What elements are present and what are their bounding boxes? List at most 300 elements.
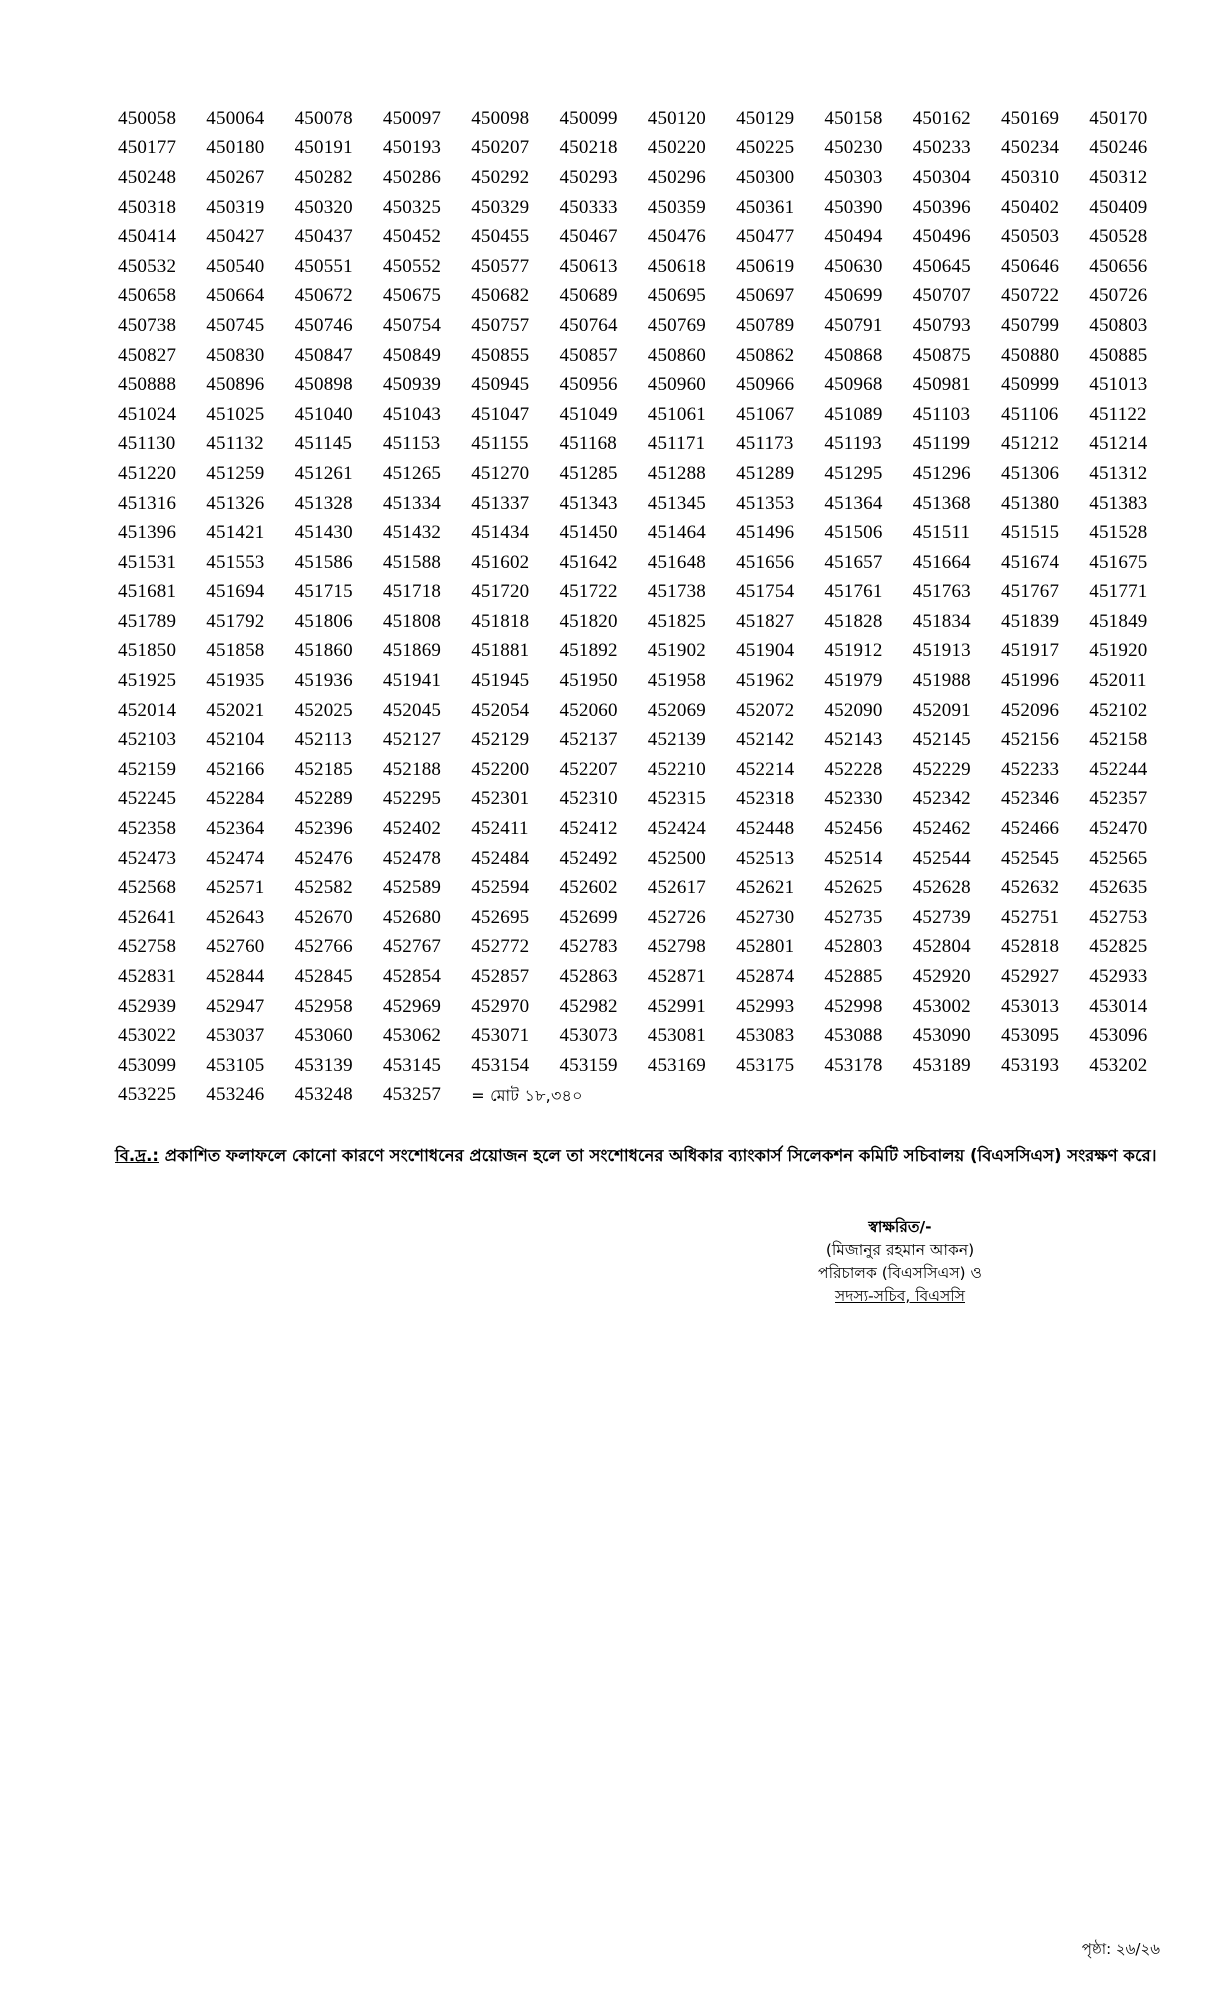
roll-row bbox=[118, 607, 1178, 637]
roll-number: 450540 bbox=[206, 255, 265, 277]
roll-number: 451289 bbox=[736, 462, 795, 484]
roll-number: 451145 bbox=[294, 433, 353, 455]
roll-row bbox=[118, 725, 1178, 755]
roll-number: 452854 bbox=[382, 966, 442, 988]
roll-number: 451296 bbox=[912, 462, 971, 484]
roll-number: 452137 bbox=[559, 729, 618, 751]
roll-number: 450888 bbox=[118, 374, 177, 396]
roll-number: 452939 bbox=[118, 995, 177, 1017]
roll-number: 452470 bbox=[1089, 818, 1148, 840]
roll-number: 450860 bbox=[647, 344, 706, 366]
roll-number: 452885 bbox=[824, 966, 883, 988]
roll-number: 451212 bbox=[1000, 433, 1060, 455]
roll-number: 451869 bbox=[382, 640, 442, 662]
roll-number: 451892 bbox=[559, 640, 618, 662]
roll-number: 452228 bbox=[824, 758, 883, 780]
roll-number: 452766 bbox=[294, 936, 353, 958]
roll-number: 452643 bbox=[206, 906, 265, 928]
roll-number: 452142 bbox=[736, 729, 795, 751]
roll-number: 452466 bbox=[1000, 818, 1060, 840]
roll-number: 451860 bbox=[294, 640, 353, 662]
roll-number: 451430 bbox=[294, 522, 353, 544]
roll-number: 452139 bbox=[647, 729, 706, 751]
roll-number: 451754 bbox=[736, 581, 795, 603]
roll-number: 452207 bbox=[559, 758, 618, 780]
roll-number: 453060 bbox=[294, 1025, 353, 1047]
roll-row bbox=[118, 134, 1178, 164]
roll-number: 452730 bbox=[736, 906, 795, 928]
roll-number: 450689 bbox=[559, 285, 618, 307]
roll-row bbox=[118, 430, 1178, 460]
roll-number: 450207 bbox=[471, 137, 530, 159]
roll-number: 452318 bbox=[736, 788, 795, 810]
roll-number: 451328 bbox=[294, 492, 353, 514]
roll-number: 450682 bbox=[471, 285, 530, 307]
roll-number: 452448 bbox=[736, 818, 795, 840]
roll-number: 451132 bbox=[206, 433, 264, 455]
roll-number: 450532 bbox=[118, 255, 177, 277]
roll-number: 452982 bbox=[559, 995, 618, 1017]
roll-number: 453062 bbox=[382, 1025, 442, 1047]
roll-number: 452011 bbox=[1089, 670, 1147, 692]
roll-number: 450875 bbox=[912, 344, 971, 366]
roll-number: 453246 bbox=[206, 1084, 265, 1106]
roll-number: 450267 bbox=[206, 166, 265, 188]
roll-number: 452767 bbox=[382, 936, 442, 958]
roll-row bbox=[118, 933, 1178, 963]
roll-number: 452310 bbox=[559, 788, 618, 810]
roll-number: 452473 bbox=[118, 847, 177, 869]
roll-number: 451656 bbox=[736, 551, 795, 573]
roll-number: 451694 bbox=[206, 581, 265, 603]
roll-number: 452844 bbox=[206, 966, 265, 988]
roll-number: 450427 bbox=[206, 226, 265, 248]
roll-number: 453014 bbox=[1089, 995, 1148, 1017]
roll-number: 451214 bbox=[1089, 433, 1148, 455]
roll-number: 450857 bbox=[559, 344, 618, 366]
roll-number: 452330 bbox=[824, 788, 883, 810]
roll-number: 450793 bbox=[912, 314, 971, 336]
roll-number: 451103 bbox=[912, 403, 971, 425]
roll-number: 450300 bbox=[736, 166, 795, 188]
roll-number: 450695 bbox=[647, 285, 706, 307]
roll-number: 450064 bbox=[206, 107, 265, 129]
roll-number: 451904 bbox=[736, 640, 795, 662]
roll-number: 451722 bbox=[559, 581, 618, 603]
roll-number: 451450 bbox=[559, 522, 618, 544]
roll-number: 452054 bbox=[471, 699, 530, 721]
signature-signed: স্বাক্ষরিত/- bbox=[868, 1218, 932, 1236]
roll-number: 453248 bbox=[294, 1084, 353, 1106]
roll-number: 450333 bbox=[559, 196, 618, 218]
roll-number: 450577 bbox=[471, 255, 530, 277]
roll-number: 452474 bbox=[206, 847, 265, 869]
roll-number: 451130 bbox=[118, 433, 176, 455]
roll-number: 450402 bbox=[1000, 196, 1060, 218]
roll-number: 451586 bbox=[294, 551, 353, 573]
roll-number: 453159 bbox=[559, 1054, 618, 1076]
roll-number: 451602 bbox=[471, 551, 530, 573]
roll-number: 451193 bbox=[824, 433, 882, 455]
roll-row bbox=[118, 341, 1178, 371]
roll-number: 452021 bbox=[206, 699, 265, 721]
roll-number: 451515 bbox=[1000, 522, 1060, 544]
roll-number: 450945 bbox=[471, 374, 530, 396]
roll-row bbox=[118, 518, 1178, 548]
roll-number: 451553 bbox=[206, 551, 265, 573]
roll-row bbox=[118, 903, 1178, 933]
roll-number: 453257 bbox=[382, 1084, 442, 1106]
roll-number: 453225 bbox=[118, 1084, 177, 1106]
roll-row bbox=[118, 637, 1178, 667]
roll-row bbox=[118, 252, 1178, 282]
roll-number: 451220 bbox=[118, 462, 177, 484]
roll-number: 450885 bbox=[1089, 344, 1148, 366]
roll-number: 450658 bbox=[118, 285, 177, 307]
roll-number: 452871 bbox=[647, 966, 706, 988]
roll-number: 452544 bbox=[912, 847, 971, 869]
note-label: বি.দ্র.: bbox=[115, 1146, 160, 1165]
roll-number: 451334 bbox=[382, 492, 442, 514]
roll-number: 452632 bbox=[1000, 877, 1060, 899]
roll-row bbox=[118, 992, 1178, 1022]
roll-row bbox=[118, 873, 1178, 903]
roll-number: 452402 bbox=[382, 818, 442, 840]
roll-number: 451657 bbox=[824, 551, 883, 573]
roll-number: 451917 bbox=[1000, 640, 1060, 662]
roll-number: 450664 bbox=[206, 285, 265, 307]
roll-number: 453175 bbox=[736, 1054, 795, 1076]
roll-number: 450699 bbox=[824, 285, 883, 307]
roll-number: 451312 bbox=[1089, 462, 1148, 484]
roll-number: 450791 bbox=[824, 314, 883, 336]
roll-number: 452582 bbox=[294, 877, 353, 899]
roll-number: 450862 bbox=[736, 344, 795, 366]
roll-number: 450248 bbox=[118, 166, 177, 188]
roll-number: 452357 bbox=[1089, 788, 1148, 810]
roll-number: 451825 bbox=[647, 610, 706, 632]
roll-number: 450618 bbox=[647, 255, 706, 277]
roll-number: 452200 bbox=[471, 758, 530, 780]
roll-number: 452874 bbox=[736, 966, 795, 988]
roll-number: 451040 bbox=[294, 403, 353, 425]
roll-number: 452069 bbox=[647, 699, 706, 721]
roll-number: 451432 bbox=[382, 522, 442, 544]
roll-number: 452091 bbox=[912, 699, 971, 721]
roll-number: 452014 bbox=[118, 699, 177, 721]
roll-number: 453013 bbox=[1000, 995, 1060, 1017]
roll-number: 450320 bbox=[294, 196, 353, 218]
roll-number: 452641 bbox=[118, 906, 177, 928]
roll-number: 452096 bbox=[1000, 699, 1060, 721]
roll-number: 451818 bbox=[471, 610, 530, 632]
roll-number: 452210 bbox=[647, 758, 706, 780]
roll-row bbox=[118, 578, 1178, 608]
roll-number: 450312 bbox=[1089, 166, 1148, 188]
roll-number: 452635 bbox=[1089, 877, 1148, 899]
roll-number: 450722 bbox=[1000, 285, 1060, 307]
roll-number: 452104 bbox=[206, 729, 265, 751]
roll-number: 450234 bbox=[1000, 137, 1060, 159]
roll-number: 450296 bbox=[647, 166, 706, 188]
roll-number: 451920 bbox=[1089, 640, 1148, 662]
roll-number: 452315 bbox=[647, 788, 706, 810]
roll-number: 453154 bbox=[471, 1054, 530, 1076]
roll-number: 451718 bbox=[382, 581, 442, 603]
roll-number: 450754 bbox=[382, 314, 442, 336]
roll-number: 452758 bbox=[118, 936, 177, 958]
roll-number: 452804 bbox=[912, 936, 971, 958]
roll-number: 452825 bbox=[1089, 936, 1148, 958]
roll-number: 452513 bbox=[736, 847, 795, 869]
roll-number: 452680 bbox=[382, 906, 442, 928]
signatory-designation: পরিচালক (বিএসসিএস) ও bbox=[818, 1264, 982, 1282]
roll-number: 452621 bbox=[736, 877, 795, 899]
roll-number: 451024 bbox=[118, 403, 177, 425]
roll-number: 450129 bbox=[736, 107, 795, 129]
roll-number: 450414 bbox=[118, 226, 177, 248]
roll-number: 452113 bbox=[294, 729, 353, 751]
roll-number: 450880 bbox=[1000, 344, 1060, 366]
roll-number: 452863 bbox=[559, 966, 618, 988]
roll-number: 451664 bbox=[912, 551, 971, 573]
roll-number: 450613 bbox=[559, 255, 618, 277]
roll-number: 452492 bbox=[559, 847, 618, 869]
roll-number: 450745 bbox=[206, 314, 265, 336]
roll-number: 451850 bbox=[118, 640, 177, 662]
roll-number: 452545 bbox=[1000, 847, 1060, 869]
roll-row bbox=[118, 548, 1178, 578]
roll-number: 451306 bbox=[1000, 462, 1060, 484]
roll-number: 453139 bbox=[294, 1054, 353, 1076]
roll-number: 452188 bbox=[382, 758, 442, 780]
roll-number: 451950 bbox=[559, 670, 618, 692]
roll-number: 451155 bbox=[471, 433, 529, 455]
roll-number: 452753 bbox=[1089, 906, 1148, 928]
roll-number: 452025 bbox=[294, 699, 353, 721]
roll-number: 450230 bbox=[824, 137, 883, 159]
roll-number: 450097 bbox=[382, 107, 442, 129]
signatory-name: (মিজানুর রহমান আকন) bbox=[825, 1241, 975, 1259]
roll-number: 452933 bbox=[1089, 966, 1148, 988]
roll-number: 450246 bbox=[1089, 137, 1148, 159]
roll-number: 452229 bbox=[912, 758, 971, 780]
note-text: প্রকাশিত ফলাফলে কোনো কারণে সংশোধনের প্রয়োজন হলে তা সংশোধনের অধিকার ব্যাংকার্স সিলেকশন কমিটি সচিবালয় (বিএসসিএস) সংরক্ষণ করে। bbox=[164, 1146, 1157, 1165]
roll-number: 450170 bbox=[1089, 107, 1148, 129]
roll-number: 452803 bbox=[824, 936, 883, 958]
roll-number: 450968 bbox=[824, 374, 883, 396]
note-paragraph bbox=[115, 1142, 1165, 1169]
roll-number: 451013 bbox=[1089, 374, 1148, 396]
roll-number: 452670 bbox=[294, 906, 353, 928]
roll-number: 452565 bbox=[1089, 847, 1148, 869]
roll-number: 450177 bbox=[118, 137, 177, 159]
roll-number: 450981 bbox=[912, 374, 971, 396]
total-count: = মোট ১৮,৩৪০ bbox=[471, 1085, 583, 1105]
roll-number: 450390 bbox=[824, 196, 883, 218]
roll-number: 452845 bbox=[294, 966, 353, 988]
roll-number: 450827 bbox=[118, 344, 177, 366]
roll-number: 450396 bbox=[912, 196, 971, 218]
roll-number: 450494 bbox=[824, 226, 883, 248]
roll-number: 452233 bbox=[1000, 758, 1060, 780]
roll-number: 451364 bbox=[824, 492, 883, 514]
roll-number: 451270 bbox=[471, 462, 530, 484]
roll-number: 450999 bbox=[1000, 374, 1060, 396]
page-number: পৃষ্ঠা: ২৬/২৬ bbox=[1081, 1940, 1160, 1958]
roll-number: 452364 bbox=[206, 818, 265, 840]
roll-row bbox=[118, 1021, 1178, 1051]
roll-number: 451345 bbox=[647, 492, 706, 514]
roll-number: 452342 bbox=[912, 788, 971, 810]
roll-number: 450467 bbox=[559, 226, 618, 248]
roll-number: 452295 bbox=[382, 788, 442, 810]
roll-number: 451925 bbox=[118, 670, 177, 692]
roll-number: 452589 bbox=[382, 877, 442, 899]
roll-number: 453096 bbox=[1089, 1025, 1148, 1047]
roll-number: 451353 bbox=[736, 492, 795, 514]
roll-number: 452145 bbox=[912, 729, 971, 751]
roll-number: 453071 bbox=[471, 1025, 530, 1047]
roll-number: 451935 bbox=[206, 670, 265, 692]
roll-row bbox=[118, 163, 1178, 193]
roll-number: 452411 bbox=[471, 818, 529, 840]
roll-number: 450303 bbox=[824, 166, 883, 188]
roll-number: 450218 bbox=[559, 137, 618, 159]
roll-number: 450292 bbox=[471, 166, 530, 188]
roll-number: 450960 bbox=[647, 374, 706, 396]
roll-number: 452245 bbox=[118, 788, 177, 810]
roll-number: 451941 bbox=[382, 670, 442, 692]
roll-row bbox=[118, 193, 1178, 223]
roll-number: 452970 bbox=[471, 995, 530, 1017]
roll-number: 452358 bbox=[118, 818, 177, 840]
roll-number: 451858 bbox=[206, 640, 265, 662]
roll-number: 451962 bbox=[736, 670, 795, 692]
roll-number: 450158 bbox=[824, 107, 883, 129]
roll-number: 453105 bbox=[206, 1054, 265, 1076]
roll-number: 451531 bbox=[118, 551, 177, 573]
roll-row bbox=[118, 814, 1178, 844]
roll-number: 452166 bbox=[206, 758, 265, 780]
roll-number: 453073 bbox=[559, 1025, 618, 1047]
roll-number: 451288 bbox=[647, 462, 706, 484]
roll-number: 453037 bbox=[206, 1025, 265, 1047]
roll-number: 450099 bbox=[559, 107, 618, 129]
roll-number: 452185 bbox=[294, 758, 353, 780]
roll-number: 450319 bbox=[206, 196, 265, 218]
roll-number: 452801 bbox=[736, 936, 795, 958]
roll-number: 450726 bbox=[1089, 285, 1148, 307]
roll-number: 450803 bbox=[1089, 314, 1148, 336]
roll-number: 451988 bbox=[912, 670, 971, 692]
roll-number: 450286 bbox=[382, 166, 442, 188]
roll-number: 450120 bbox=[647, 107, 706, 129]
signatory-member-secretary: সদস্য-সচিব, বিএসসি bbox=[835, 1287, 965, 1305]
roll-row bbox=[118, 785, 1178, 815]
roll-number: 451171 bbox=[647, 433, 706, 455]
roll-number: 451936 bbox=[294, 670, 353, 692]
roll-number: 452628 bbox=[912, 877, 971, 899]
roll-number: 452244 bbox=[1089, 758, 1148, 780]
roll-number: 452818 bbox=[1000, 936, 1060, 958]
roll-number: 451648 bbox=[647, 551, 706, 573]
roll-number: 452739 bbox=[912, 906, 971, 928]
roll-number: 452478 bbox=[382, 847, 442, 869]
roll-row bbox=[118, 459, 1178, 489]
roll-number: 452396 bbox=[294, 818, 353, 840]
roll-number: 450757 bbox=[471, 314, 530, 336]
roll-number: 450476 bbox=[647, 226, 706, 248]
roll-number: 452129 bbox=[471, 729, 530, 751]
roll-number: 450849 bbox=[382, 344, 442, 366]
roll-number: 451881 bbox=[471, 640, 530, 662]
roll-number: 451808 bbox=[382, 610, 442, 632]
roll-number: 451506 bbox=[824, 522, 883, 544]
roll-number: 450329 bbox=[471, 196, 530, 218]
roll-number: 451849 bbox=[1089, 610, 1148, 632]
roll-number: 451067 bbox=[736, 403, 795, 425]
roll-row bbox=[118, 104, 1178, 134]
roll-number: 451380 bbox=[1000, 492, 1060, 514]
roll-number: 451763 bbox=[912, 581, 971, 603]
roll-number: 453099 bbox=[118, 1054, 177, 1076]
roll-number: 451588 bbox=[382, 551, 442, 573]
roll-number: 451261 bbox=[294, 462, 353, 484]
roll-number: 452617 bbox=[647, 877, 706, 899]
roll-number-table bbox=[118, 104, 1178, 1110]
roll-number: 451913 bbox=[912, 640, 971, 662]
roll-number: 451168 bbox=[559, 433, 617, 455]
roll-number: 452602 bbox=[559, 877, 618, 899]
roll-number: 452127 bbox=[382, 729, 442, 751]
roll-number: 451511 bbox=[912, 522, 971, 544]
roll-number: 451996 bbox=[1000, 670, 1060, 692]
roll-number: 452289 bbox=[294, 788, 353, 810]
roll-number: 451106 bbox=[1000, 403, 1059, 425]
roll-number: 452699 bbox=[559, 906, 618, 928]
roll-number: 450325 bbox=[382, 196, 442, 218]
roll-number: 453088 bbox=[824, 1025, 883, 1047]
roll-number: 452857 bbox=[471, 966, 530, 988]
roll-number: 453202 bbox=[1089, 1054, 1148, 1076]
roll-number: 451496 bbox=[736, 522, 795, 544]
roll-row bbox=[118, 1051, 1178, 1081]
roll-row bbox=[118, 666, 1178, 696]
roll-number: 450966 bbox=[736, 374, 795, 396]
roll-number: 452625 bbox=[824, 877, 883, 899]
roll-number: 452831 bbox=[118, 966, 177, 988]
roll-number: 451061 bbox=[647, 403, 706, 425]
roll-number: 450191 bbox=[294, 137, 353, 159]
roll-number: 451396 bbox=[118, 522, 177, 544]
roll-number: 450868 bbox=[824, 344, 883, 366]
roll-number: 450939 bbox=[382, 374, 442, 396]
roll-number: 450789 bbox=[736, 314, 795, 336]
roll-number: 452783 bbox=[559, 936, 618, 958]
roll-number: 453083 bbox=[736, 1025, 795, 1047]
roll-number: 452735 bbox=[824, 906, 883, 928]
roll-number: 450304 bbox=[912, 166, 971, 188]
roll-number: 450503 bbox=[1000, 226, 1060, 248]
roll-number: 453189 bbox=[912, 1054, 971, 1076]
roll-number: 452947 bbox=[206, 995, 265, 1017]
roll-number: 452726 bbox=[647, 906, 706, 928]
roll-row bbox=[118, 311, 1178, 341]
roll-number: 451674 bbox=[1000, 551, 1060, 573]
roll-number: 450956 bbox=[559, 374, 618, 396]
roll-number: 452998 bbox=[824, 995, 883, 1017]
